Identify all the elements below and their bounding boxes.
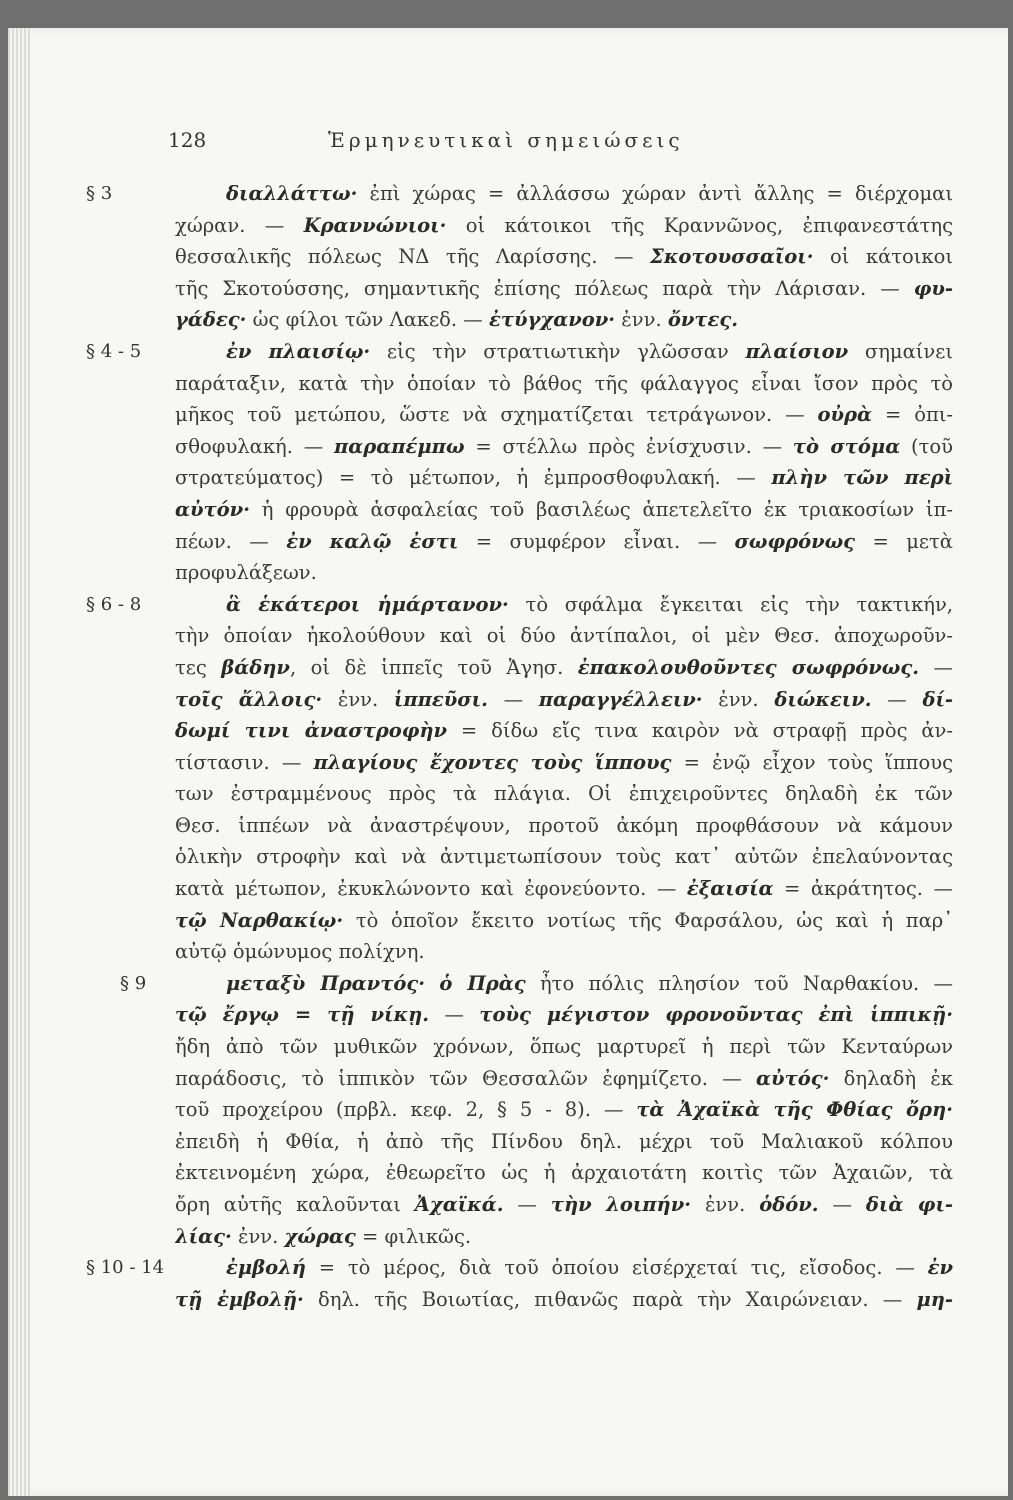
note-line: πέων. — ἐν καλῷ ἐστι = συμφέρον εἶναι. — σωφρόνως = μετὰ: [175, 529, 953, 553]
note-line: αὐτῷ ὁμώνυμος πολίχνη.: [175, 940, 425, 964]
note-line: τες βάδην, οἱ δὲ ἱππεῖς τοῦ Ἀγησ. ἐπακολουθοῦντες σωφρόνως. —: [175, 655, 953, 679]
note-line: δωμί τινι ἀναστροφὴν = δίδω εἴς τινα καιρὸν νὰ στραφῇ πρὸς ἀν-: [175, 719, 953, 743]
note-line: τοῦ προχείρου (πρβλ. κεφ. 2, § 5 - 8). — τὰ Ἀχαϊκὰ τῆς Φθίας ὄρη·: [175, 1098, 953, 1122]
running-head: Ἑρμηνευτικαὶ σημειώσεις: [328, 128, 684, 152]
note-line: χώραν. — Κραννώνιοι· οἱ κάτοικοι τῆς Κραννῶνος, ἐπιφανεστάτης: [175, 213, 953, 237]
note-line: ἃ ἑκάτεροι ἡμάρτανον· τὸ σφάλμα ἔγκειται εἰς τὴν τακτικήν,: [226, 592, 953, 616]
note-line: ἤδη ἀπὸ τῶν μυθικῶν χρόνων, ὅπως μαρτυρεῖ ἡ περὶ τῶν Κενταύρων: [175, 1035, 953, 1059]
notes-body: [8, 178, 1008, 1315]
note-line: διαλλάττω· ἐπὶ χώρας = ἀλλάσσω χώραν ἀντὶ ἄλλης = διέρχομαι: [226, 182, 953, 205]
section-marker: § 9: [120, 972, 147, 994]
section-marker: § 6 - 8: [86, 593, 142, 615]
book-page: [8, 28, 1008, 1496]
note-line: ἐν πλαισίῳ· εἰς τὴν στρατιωτικὴν γλῶσσαν πλαίσιον σημαίνει: [226, 339, 953, 363]
note-line: θεσσαλικῆς πόλεως ΝΔ τῆς Λαρίσσης. — Σκοτουσσαῖοι· οἱ κάτοικοι: [175, 245, 953, 269]
note-line: προφυλάξεων.: [175, 561, 317, 585]
note-line: ὁλικὴν στροφὴν καὶ νὰ ἀντιμετωπίσουν τοὺς κατ᾿ αὐτῶν ἐπελαύνοντας: [175, 845, 953, 869]
note-line: ἐμβολή = τὸ μέρος, διὰ τοῦ ὁποίου εἰσέρχεταί τις, εἴσοδος. — ἐν: [226, 1256, 953, 1280]
note-line: λίας· ἐνν. χώρας = φιλικῶς.: [175, 1224, 472, 1248]
note-line: Θεσ. ἱππέων νὰ ἀναστρέψουν, προτοῦ ἀκόμη προφθάσουν νὰ κάμουν: [175, 813, 953, 837]
note-line: παράταξιν, κατὰ τὴν ὁποίαν τὸ βάθος τῆς φάλαγγος εἶναι ἴσον πρὸς τὸ: [175, 371, 953, 395]
note-line: στρατεύματος) = τὸ μέτωπον, ἡ ἐμπροσθοφυλακή. — πλὴν τῶν περὶ: [175, 466, 953, 490]
note-line: τίστασιν. — πλαγίους ἔχοντες τοὺς ἵππους = ἐνῷ εἶχον τοὺς ἵππους: [175, 750, 953, 774]
page-number: 128: [168, 128, 207, 152]
note-line: ὄρη αὐτῆς καλοῦνται Ἀχαϊκά. — τὴν λοιπήν· ἐνν. ὁδόν. — διὰ φι-: [175, 1193, 953, 1216]
note-section-6-8: [8, 589, 1008, 968]
note-line: κατὰ μέτωπον, ἐκυκλώνοντο καὶ ἐφονεύοντο. — ἐξαισία = ἀκράτητος. —: [175, 877, 953, 901]
note-line: ἐκτεινομένη χώρα, ἐθεωρεῖτο ὡς ἡ ἀρχαιοτάτη κοιτὶς τῶν Ἀχαιῶν, τὰ: [175, 1161, 953, 1185]
note-line: τὴν ὁποίαν ἠκολούθουν καὶ οἱ δύο ἀντίπαλοι, οἱ μὲν Θεσ. ἀποχωροῦν-: [175, 624, 953, 648]
note-section-9: [8, 968, 1008, 1252]
note-line: μεταξὺ Πραντός· ὁ Πρὰς ἦτο πόλις πλησίον τοῦ Ναρθακίου. —: [226, 971, 953, 995]
note-line: τοῖς ἄλλοις· ἐνν. ἱππεῦσι. — παραγγέλλειν· ἐνν. διώκειν. — δί-: [175, 687, 953, 711]
note-line: αὐτόν· ἡ φρουρὰ ἀσφαλείας τοῦ βασιλέως ἀπετελεῖτο ἐκ τριακοσίων ἱπ-: [175, 497, 953, 521]
note-line: τῆς Σκοτούσσης, σημαντικῆς ἐπίσης πόλεως παρὰ τὴν Λάρισαν. — φυ-: [175, 276, 953, 300]
note-section-3: [8, 178, 1008, 336]
note-line: τῷ ἔργῳ = τῇ νίκῃ. — τοὺς μέγιστον φρονοῦντας ἐπὶ ἱππικῇ·: [175, 1003, 953, 1027]
note-line: ἐπειδὴ ἡ Φθία, ἡ ἀπὸ τῆς Πίνδου δηλ. μέχρι τοῦ Μαλιακοῦ κόλπου: [175, 1129, 953, 1153]
note-section-4-5: [8, 336, 1008, 589]
note-line: σθοφυλακή. — παραπέμπω = στέλλω πρὸς ἐνίσχυσιν. — τὸ στόμα (τοῦ: [175, 434, 953, 458]
note-line: τῇ ἐμβολῇ· δηλ. τῆς Βοιωτίας, πιθανῶς παρὰ τὴν Χαιρώνειαν. — μη-: [175, 1287, 953, 1311]
note-line: μῆκος τοῦ μετώπου, ὥστε νὰ σχηματίζεται τετράγωνον. — οὐρὰ = ὀπι-: [175, 403, 953, 427]
note-line: των ἐστραμμένους πρὸς τὰ πλάγια. Οἱ ἐπιχειροῦντες δηλαδὴ ἐκ τῶν: [175, 782, 953, 806]
page-header: [168, 128, 968, 164]
section-marker: § 10 - 14: [86, 1257, 165, 1279]
section-marker: § 3: [86, 183, 113, 204]
note-line: τῷ Ναρθακίῳ· τὸ ὁποῖον ἔκειτο νοτίως τῆς Φαρσάλου, ὡς καὶ ἡ παρ᾿: [175, 908, 953, 932]
note-line: γάδες· ὡς φίλοι τῶν Λακεδ. — ἐτύγχανον· ἐνν. ὄντες.: [175, 308, 739, 332]
note-line: παράδοσις, τὸ ἱππικὸν τῶν Θεσσαλῶν ἐφημίζετο. — αὐτός· δηλαδὴ ἐκ: [175, 1066, 953, 1090]
note-section-10-14: [8, 1252, 1008, 1315]
section-marker: § 4 - 5: [86, 340, 142, 362]
